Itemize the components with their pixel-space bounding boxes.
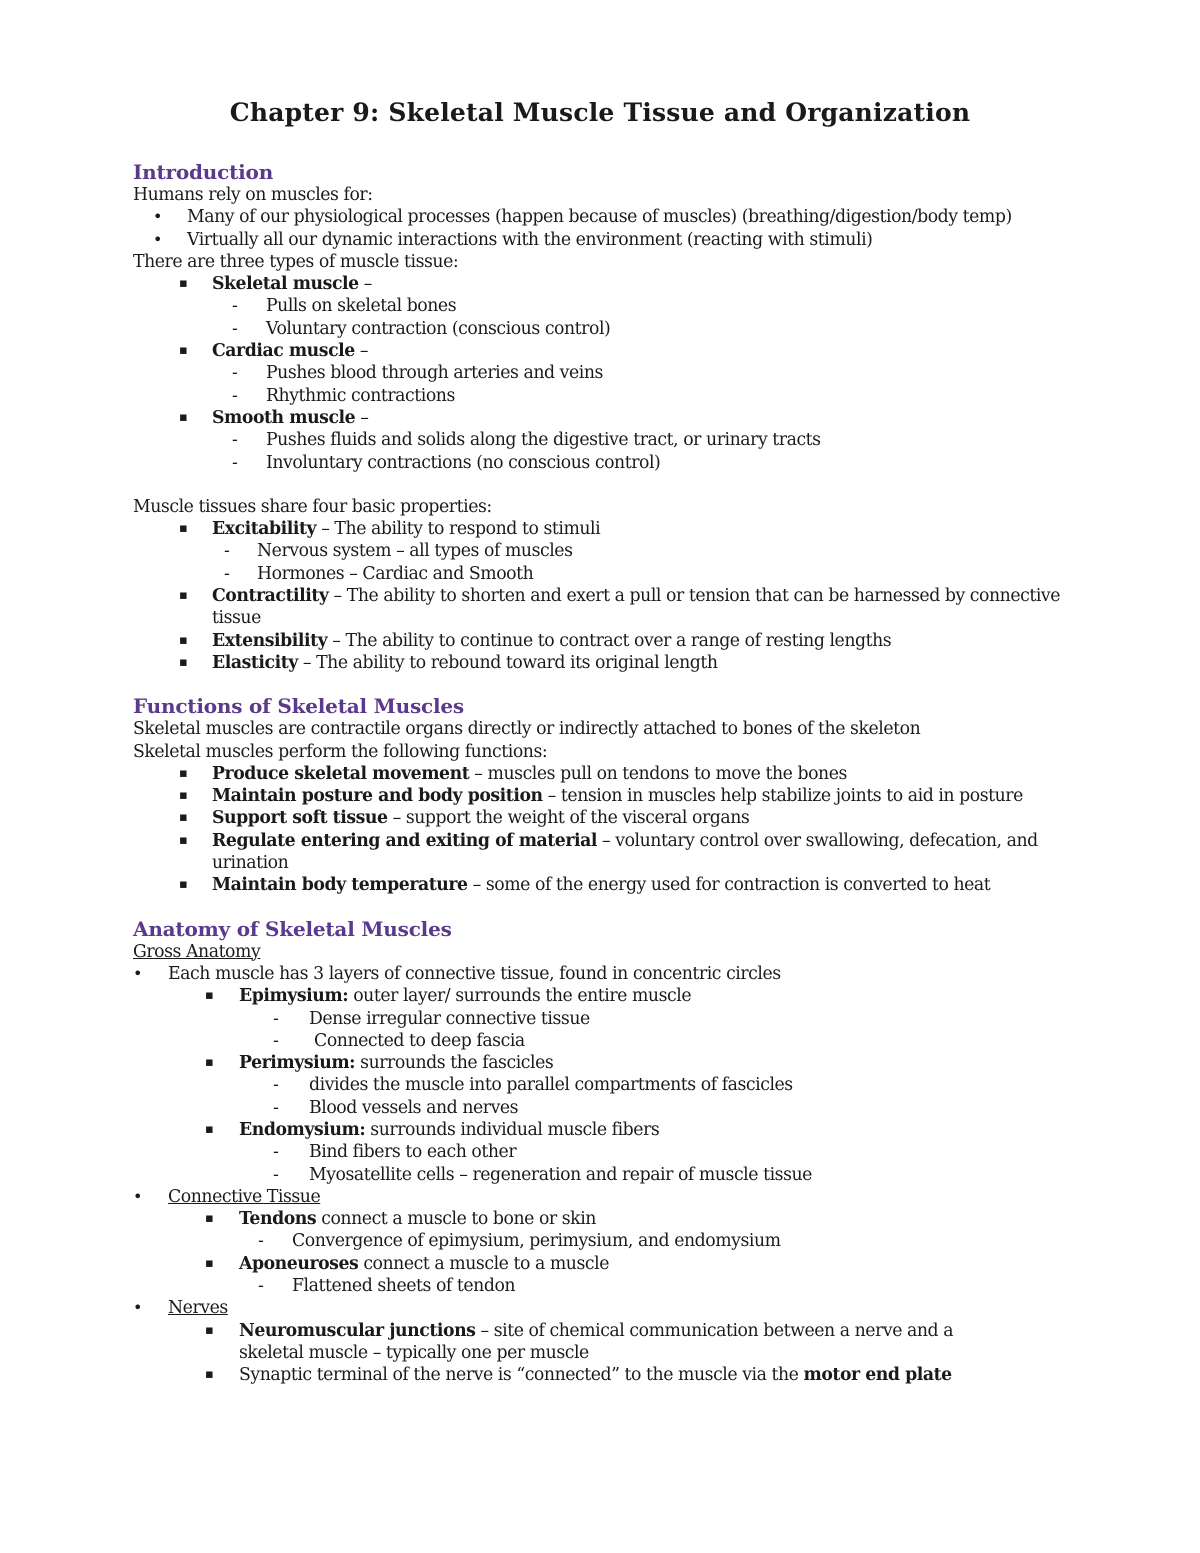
dash-icon: - (258, 1231, 264, 1252)
list-item: ▪ Excitability – The ability to respond to stimuli (179, 519, 601, 540)
document-body (133, 160, 1108, 1387)
list-item: ▪ Support soft tissue – support the weight of the visceral organs (179, 808, 750, 829)
list-item: - Voluntary contraction (conscious control) (232, 318, 611, 339)
square-bullet-icon: ▪ (179, 409, 188, 425)
list-item: - Connected to deep fascia (273, 1030, 525, 1051)
dash-icon: - (273, 1142, 279, 1163)
square-bullet-icon: ▪ (179, 810, 188, 826)
list-item: - Convergence of epimysium, perimysium, and endomysium (258, 1231, 781, 1252)
list-item: ▪ Elasticity – The ability to rebound toward its original length (179, 652, 718, 673)
square-bullet-icon: ▪ (179, 832, 188, 848)
dash-icon: - (273, 1164, 279, 1185)
dash-icon: - (232, 296, 238, 317)
list-item: ▪ Produce skeletal movement – muscles pull on tendons to move the bones (179, 763, 847, 784)
bullet-icon: • (133, 1298, 142, 1318)
list-item: ▪ Tendons connect a muscle to bone or skin (205, 1209, 596, 1230)
square-bullet-icon: ▪ (205, 1055, 214, 1071)
square-bullet-icon: ▪ (179, 788, 188, 804)
dash-icon: - (258, 1276, 264, 1297)
bullet-icon: • (153, 229, 162, 249)
bullet-icon: • (133, 1186, 142, 1206)
list-item: ▪ Endomysium: surrounds individual muscle fibers (205, 1119, 660, 1140)
list-item: - divides the muscle into parallel compartments of fascicles (273, 1075, 793, 1096)
dash-icon: - (232, 318, 238, 339)
dash-icon: - (273, 1075, 279, 1096)
paragraph: Skeletal muscles perform the following functions: (133, 741, 548, 762)
bullet-icon: • (133, 963, 142, 983)
section-heading-functions: Functions of Skeletal Muscles (133, 694, 464, 719)
list-item: - Pushes blood through arteries and veins (232, 363, 603, 384)
subheading: Gross Anatomy (133, 941, 261, 962)
dash-icon: - (232, 452, 238, 473)
paragraph: Humans rely on muscles for: (133, 185, 373, 205)
list-item: • Many of our physiological processes (happen because of muscles) (breathing/digestion/body temp) (153, 207, 1012, 228)
square-bullet-icon: ▪ (179, 276, 188, 292)
dash-icon: - (273, 1097, 279, 1118)
list-item: ▪ Skeletal muscle – (179, 274, 372, 295)
list-item: ▪ Smooth muscle – (179, 407, 369, 428)
list-item: ▪ Extensibility – The ability to continue to contract over a range of resting lengths (179, 630, 892, 651)
list-item: ▪ Maintain posture and body position – tension in muscles help stabilize joints to aid in posture (179, 786, 1023, 807)
list-item: - Blood vessels and nerves (273, 1097, 519, 1118)
list-item: ▪ Aponeuroses connect a muscle to a muscle (205, 1253, 609, 1274)
list-item: ▪ Maintain body temperature – some of the energy used for contraction is converted to heat (179, 875, 991, 896)
list-item: - Pulls on skeletal bones (232, 296, 457, 317)
dash-icon: - (232, 430, 238, 451)
square-bullet-icon: ▪ (205, 1121, 214, 1137)
paragraph: Skeletal muscles are contractile organs directly or indirectly attached to bones of the skeleton (133, 719, 921, 740)
square-bullet-icon: ▪ (205, 1255, 214, 1271)
list-item: ▪ Neuromuscular junctions – site of chemical communication between a nerve and a skeletal muscle – typically one per muscle (205, 1320, 954, 1363)
list-item: • Virtually all our dynamic interactions with the environment (reacting with stimuli) (153, 229, 873, 250)
list-item: - Involuntary contractions (no conscious control) (232, 452, 661, 473)
square-bullet-icon: ▪ (179, 632, 188, 648)
dash-icon: - (232, 385, 238, 406)
square-bullet-icon: ▪ (179, 654, 188, 670)
list-item: - Myosatellite cells – regeneration and repair of muscle tissue (273, 1164, 812, 1185)
square-bullet-icon: ▪ (179, 343, 188, 359)
section-heading-anatomy: Anatomy of Skeletal Muscles (133, 916, 452, 941)
list-item: ▪ Cardiac muscle – (179, 341, 369, 362)
list-item: • Connective Tissue (133, 1186, 321, 1207)
list-item: ▪ Regulate entering and exiting of material – voluntary control over swallowing, defecation, and urination (179, 830, 1038, 874)
list-item: • Each muscle has 3 layers of connective tissue, found in concentric circles (133, 963, 781, 984)
square-bullet-icon: ▪ (205, 1211, 214, 1227)
square-bullet-icon: ▪ (205, 988, 214, 1004)
square-bullet-icon: ▪ (205, 1367, 214, 1383)
section-heading-introduction: Introduction (133, 160, 274, 184)
list-item: - Nervous system – all types of muscles (224, 541, 573, 562)
list-item: - Dense irregular connective tissue (273, 1008, 590, 1029)
paragraph: Muscle tissues share four basic properties: (133, 496, 492, 517)
square-bullet-icon: ▪ (179, 521, 188, 537)
list-item: - Bind fibers to each other (273, 1142, 517, 1163)
list-item: ▪ Synaptic terminal of the nerve is “connected” to the muscle via the motor end plate (205, 1365, 952, 1386)
dash-icon: - (273, 1008, 279, 1029)
list-item: - Hormones – Cardiac and Smooth (224, 563, 534, 584)
dash-icon: - (224, 541, 230, 562)
page-title: Chapter 9: Skeletal Muscle Tissue and Organization (229, 98, 971, 127)
list-item: ▪ Epimysium: outer layer/ surrounds the entire muscle (205, 986, 692, 1007)
dash-icon: - (232, 363, 238, 384)
dash-icon: - (273, 1030, 279, 1051)
bullet-icon: • (153, 207, 162, 227)
square-bullet-icon: ▪ (179, 765, 188, 781)
list-item: - Rhythmic contractions (232, 385, 455, 406)
paragraph: There are three types of muscle tissue: (133, 251, 459, 272)
square-bullet-icon: ▪ (205, 1322, 214, 1338)
list-item: ▪ Perimysium: surrounds the fascicles (205, 1053, 554, 1074)
square-bullet-icon: ▪ (179, 877, 188, 893)
list-item: • Nerves (133, 1298, 228, 1319)
list-item: - Pushes fluids and solids along the digestive tract, or urinary tracts (232, 430, 821, 451)
list-item: ▪ Contractility – The ability to shorten and exert a pull or tension that can be harnessed by connective tissue (179, 586, 1061, 629)
dash-icon: - (224, 563, 230, 584)
list-item: - Flattened sheets of tendon (258, 1276, 516, 1297)
square-bullet-icon: ▪ (179, 588, 188, 604)
